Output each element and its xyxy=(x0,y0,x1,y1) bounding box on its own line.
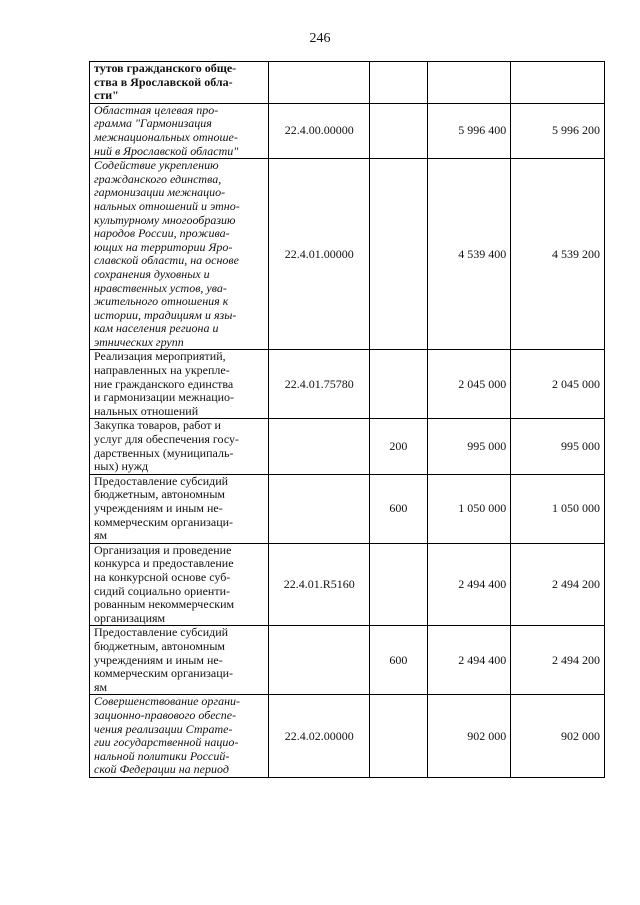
row-amount-1: 995 000 xyxy=(427,419,511,474)
table-row xyxy=(90,474,605,543)
row-name: Совершенствование органи- зационно-правового обеспе- чения реализации Страте- гии государственной нацио- нальной политики Россий- ской Федерации на период xyxy=(94,694,241,777)
row-name-cell xyxy=(90,543,269,626)
row-expense-type xyxy=(370,543,427,626)
row-amount-1: 4 539 400 xyxy=(427,159,511,350)
row-amount-2: 2 494 200 xyxy=(511,626,605,695)
row-code xyxy=(269,626,370,695)
row-code: 22.4.00.00000 xyxy=(269,103,370,158)
row-expense-type: 600 xyxy=(370,474,427,543)
row-name-cell xyxy=(90,626,269,695)
table-row xyxy=(90,62,605,104)
row-amount-2 xyxy=(511,62,605,104)
table-row xyxy=(90,419,605,474)
table-row xyxy=(90,159,605,350)
row-expense-type xyxy=(370,103,427,158)
row-code: 22.4.01.00000 xyxy=(269,159,370,350)
row-name: Реализация мероприятий, направленных на укрепле- ние гражданского единства и гармонизации межнацио- нальных отношений xyxy=(94,349,235,418)
row-name: Предоставление субсидий бюджетным, автономным учреждениям и иным не- коммерческим организаци- ям xyxy=(94,473,234,543)
row-name-cell xyxy=(90,159,269,350)
row-code: 22.4.02.00000 xyxy=(269,695,370,778)
row-code: 22.4.01.R5160 xyxy=(269,543,370,626)
row-amount-2: 4 539 200 xyxy=(511,159,605,350)
row-amount-1: 1 050 000 xyxy=(427,474,511,543)
table-row xyxy=(90,103,605,158)
row-amount-2: 2 045 000 xyxy=(511,350,605,419)
row-amount-1: 2 045 000 xyxy=(427,350,511,419)
row-name: тутов гражданского обще- ства в Ярославской обла- сти" xyxy=(94,61,237,103)
row-name-cell xyxy=(90,350,269,419)
row-name: Предоставление субсидий бюджетным, автономным учреждениям и иным не- коммерческим организаци- ям xyxy=(94,625,234,694)
row-amount-2: 995 000 xyxy=(511,419,605,474)
row-name-cell xyxy=(90,62,269,104)
row-expense-type: 600 xyxy=(370,626,427,695)
row-amount-1: 2 494 400 xyxy=(427,626,511,695)
row-amount-1: 5 996 400 xyxy=(427,103,511,158)
row-name: Закупка товаров, работ и услуг для обеспечения госу- дарственных (муниципаль- ных) нужд xyxy=(94,418,240,474)
row-code xyxy=(269,62,370,104)
row-expense-type xyxy=(370,62,427,104)
table-row xyxy=(90,350,605,419)
row-code xyxy=(269,419,370,474)
table-row xyxy=(90,626,605,695)
row-name-cell xyxy=(90,474,269,543)
budget-table xyxy=(89,61,605,778)
row-name: Содействие укреплению гражданского единства, гармонизации межнацио- нальных отношений и этно- культурному многообразию народов России, прожива- ющих на территории Яро- славской области, на основе сохранения духовных и нравственных устов, ува- жительного отношения к истории, традициям и язы- кам населения региона и этнических групп xyxy=(94,158,240,349)
row-name: Организация и проведение конкурса и предоставление на конкурсной основе суб- сидий социально ориенти- рованным некоммерческим организациям xyxy=(94,542,235,625)
row-expense-type xyxy=(370,159,427,350)
table-row xyxy=(90,695,605,778)
row-name: Областная целевая про- грамма "Гармонизация межнациональных отноше- ний в Ярославской области" xyxy=(94,102,239,158)
row-amount-1: 2 494 400 xyxy=(427,543,511,626)
row-expense-type xyxy=(370,695,427,778)
row-name-cell xyxy=(90,419,269,474)
row-amount-1: 902 000 xyxy=(427,695,511,778)
row-amount-2: 5 996 200 xyxy=(511,103,605,158)
row-amount-2: 2 494 200 xyxy=(511,543,605,626)
row-amount-2: 1 050 000 xyxy=(511,474,605,543)
budget-table-body xyxy=(90,62,605,778)
table-row xyxy=(90,543,605,626)
row-code xyxy=(269,474,370,543)
row-name-cell xyxy=(90,695,269,778)
row-name-cell xyxy=(90,103,269,158)
row-amount-2: 902 000 xyxy=(511,695,605,778)
page-number: 246 xyxy=(309,31,331,46)
row-amount-1 xyxy=(427,62,511,104)
row-code: 22.4.01.75780 xyxy=(269,350,370,419)
row-expense-type xyxy=(370,350,427,419)
row-expense-type: 200 xyxy=(370,419,427,474)
